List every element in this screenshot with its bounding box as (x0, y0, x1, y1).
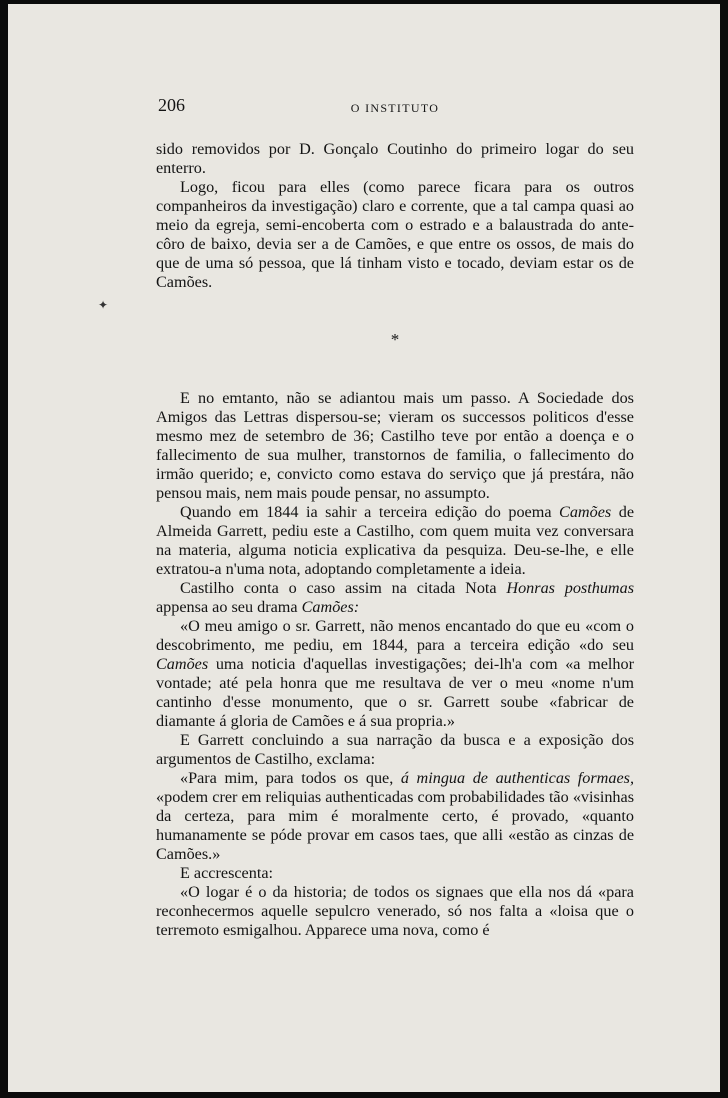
quotation-garrett: «Para mim, para todos os que, á mingua de authenticas formaes, «podem crer em reliquias authenticadas com probabilidades tão «visinhas da certeza, para mim é moralmente certo, é provado, «quanto humanamente se póde provar em casos taes, que alli «estão as cinzas de Camões.» (156, 769, 635, 863)
paragraph-2: Logo, ficou para elles (como parece ficara para os outros companheiros da investigação) claro e corrente, que a tal campa quasi ao meio da egreja, semi-encoberta com o estrado e a balaustrada do ante-côro de baixo, devia ser a de Camões, e que entre os ossos, de mais do que de uma só pessoa, que lá tinham visto e tocado, deviam estar os de Camões. (156, 178, 634, 291)
italic-title: Camões (559, 503, 612, 521)
running-head: O INSTITUTO (350, 101, 440, 115)
paragraph-5: Castilho conta o caso assim na citada Nota Honras posthumas appensa ao seu drama Camões: (156, 579, 634, 616)
page-text (156, 96, 634, 940)
paragraph-3: E no emtanto, não se adiantou mais um passo. A Sociedade dos Amigos das Lettras dispersou-se; vieram os successos politicos d'esse mesmo mez de setembro de 36; Castilho teve por então a doença e o fallecimento de sua mulher, transtornos de familia, o fallecimento do irmão querido; e, convicto como estava do serviço que já prestára, não pensou mais, nem mais poude pensar, no assumpto. (156, 389, 634, 502)
page-number: 206 (158, 95, 185, 115)
quotation-castilho: «O meu amigo o sr. Garrett, não menos encantado do que eu «com o descobrimento, me pediu, em 1844, para a terceira edição «do seu Camões uma noticia d'aquellas investigações; dei-lh'a com «a melhor vontade; até pela honra que me resultava de ver o meu «nome n'um cantinho d'esse monumento, que o sr. Garrett soube «fabricar de diamante á gloria de Camões e á sua propria.» (156, 617, 634, 730)
italic-title: Camões (156, 655, 209, 673)
italic-title: Camões: (301, 598, 360, 616)
scanned-page (8, 4, 720, 1092)
paragraph-4: Quando em 1844 ia sahir a terceira edição do poema Camões de Almeida Garrett, pediu este a Castilho, com quem muita vez conversara na materia, alguma noticia explicativa da pesquiza. Deu-se-lhe, e elle extratou-a n'uma nota, adoptando completamente a ideia. (156, 503, 635, 578)
italic-title: Honras posthumas (506, 579, 634, 597)
italic-phrase: á mingua de authenticas formaes, (400, 769, 635, 787)
quotation-garrett-2: «O logar é o da historia; de todos os signaes que ella nos dá «para reconhecermos aquelle sepulcro venerado, só nos falta a «loisa que o terremoto esmigalhou. Apparece uma nova, como é (156, 883, 634, 939)
section-ornament: * (390, 330, 400, 349)
ink-speck-icon: ✦ (98, 298, 109, 312)
paragraph-7: E Garrett concluindo a sua narração da busca e a exposição dos argumentos de Castilho, exclama: (156, 731, 634, 768)
paragraph-9: E accrescenta: (180, 864, 274, 882)
page-header (156, 96, 634, 120)
paragraph-1: sido removidos por D. Gonçalo Coutinho do primeiro logar do seu enterro. (156, 140, 634, 177)
